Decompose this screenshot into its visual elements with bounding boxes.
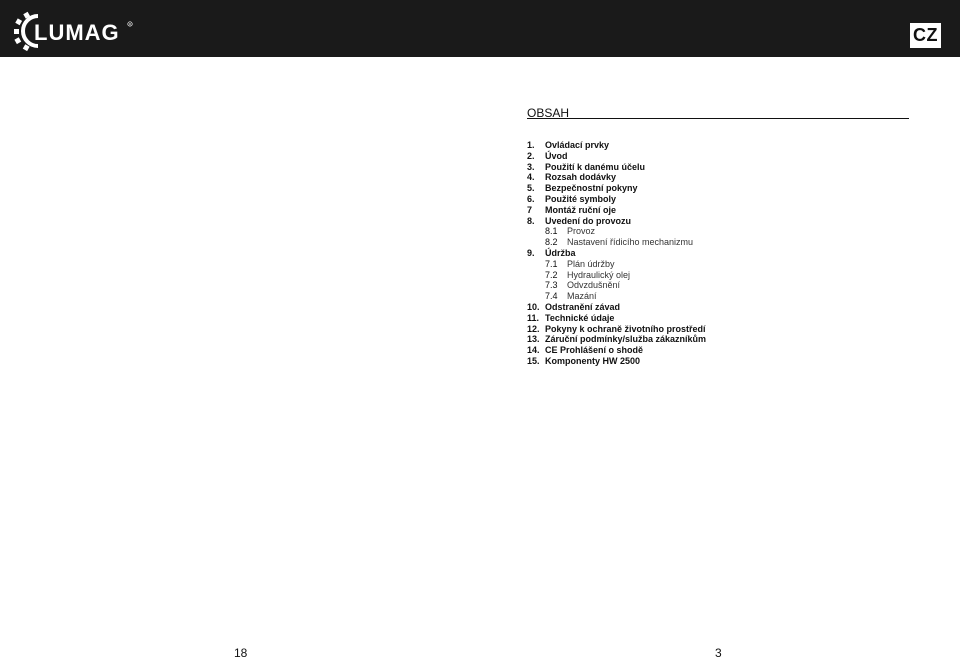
contents-item-label: Provoz bbox=[567, 226, 596, 237]
contents-item-number: 10. bbox=[527, 301, 540, 312]
contents-item-number: 3. bbox=[527, 161, 535, 172]
lumag-logo bbox=[14, 10, 136, 52]
contents-item bbox=[527, 216, 706, 227]
contents-item-number: 15. bbox=[527, 355, 540, 366]
contents-item-label: Pokyny k ochraně životního prostředí bbox=[545, 323, 706, 334]
contents-item-label: Uvedení do provozu bbox=[545, 215, 632, 226]
contents-item-number: 8.2 bbox=[545, 237, 558, 248]
title-divider bbox=[527, 118, 909, 119]
page-number-left: 18 bbox=[234, 646, 248, 658]
contents-item-number: 7.1 bbox=[545, 258, 558, 269]
contents-item-label: Hydraulický olej bbox=[567, 269, 631, 280]
contents-item-number: 2. bbox=[527, 150, 535, 161]
contents-item bbox=[527, 291, 706, 302]
contents-list bbox=[527, 140, 706, 367]
page-number-right: 3 bbox=[715, 646, 722, 658]
contents-item-number: 1. bbox=[527, 140, 535, 150]
contents-item-number: 8. bbox=[527, 215, 535, 226]
contents-item bbox=[527, 324, 706, 335]
contents-item-number: 7.3 bbox=[545, 280, 558, 291]
contents-item bbox=[527, 162, 706, 173]
contents-item-number: 12. bbox=[527, 323, 540, 334]
contents-item bbox=[527, 302, 706, 313]
contents-item-number: 7.4 bbox=[545, 291, 558, 302]
contents-title: OBSAH bbox=[527, 106, 570, 120]
contents-item bbox=[527, 270, 706, 281]
contents-item-label: Technické údaje bbox=[545, 312, 615, 323]
contents-item-number: 9. bbox=[527, 247, 535, 258]
contents-item-label: Použité symboly bbox=[545, 193, 617, 204]
contents-item bbox=[527, 345, 706, 356]
contents-item bbox=[527, 151, 706, 162]
contents-item-label: Údržba bbox=[545, 247, 576, 258]
svg-text:R: R bbox=[128, 22, 132, 27]
contents-item-number: 5. bbox=[527, 183, 535, 194]
contents-item bbox=[527, 334, 706, 345]
contents-item-number: 8.1 bbox=[545, 226, 558, 237]
contents-item-number: 13. bbox=[527, 334, 540, 345]
contents-item-label: Odstranění závad bbox=[545, 301, 621, 312]
contents-item-label: Bezpečnostní pokyny bbox=[545, 183, 638, 194]
contents-item-label: Záruční podmínky/služba zákazníkům bbox=[545, 334, 707, 345]
contents-item bbox=[527, 259, 706, 270]
contents-item-number: 6. bbox=[527, 193, 535, 204]
contents-item-label: Komponenty HW 2500 bbox=[545, 355, 641, 366]
contents-item-label: Úvod bbox=[545, 150, 568, 161]
contents-item-number: 7 bbox=[527, 204, 533, 215]
header-bar bbox=[0, 0, 960, 57]
contents-item bbox=[527, 194, 706, 205]
contents-item-label: Rozsah dodávky bbox=[545, 172, 617, 183]
contents-item bbox=[527, 248, 706, 259]
contents-item bbox=[527, 183, 706, 194]
contents-item bbox=[527, 356, 706, 367]
contents-item bbox=[527, 226, 706, 237]
contents-item bbox=[527, 280, 706, 291]
contents-item-label: Montáž ruční oje bbox=[545, 204, 617, 215]
contents-item-label: CE Prohlášení o shodě bbox=[545, 345, 644, 356]
contents-item-label: Ovládací prvky bbox=[545, 140, 610, 150]
contents-item bbox=[527, 172, 706, 183]
contents-item-label: Nastavení řídicího mechanizmu bbox=[567, 237, 694, 248]
contents-item bbox=[527, 237, 706, 248]
contents-item-number: 14. bbox=[527, 345, 540, 356]
contents-item-label: Použití k danému účelu bbox=[545, 161, 646, 172]
contents-item-number: 11. bbox=[527, 312, 540, 323]
language-badge: CZ bbox=[910, 23, 941, 48]
contents-item-number: 7.2 bbox=[545, 269, 558, 280]
contents-item bbox=[527, 205, 706, 216]
contents-item-label: Odvzdušnění bbox=[567, 280, 621, 291]
contents-item-number: 4. bbox=[527, 172, 535, 183]
logo-wordmark: LUMAG bbox=[34, 20, 120, 45]
contents-item-label: Plán údržby bbox=[567, 258, 615, 269]
contents-item-label: Mazání bbox=[567, 291, 597, 302]
contents-item bbox=[527, 313, 706, 324]
contents-item bbox=[527, 140, 706, 151]
